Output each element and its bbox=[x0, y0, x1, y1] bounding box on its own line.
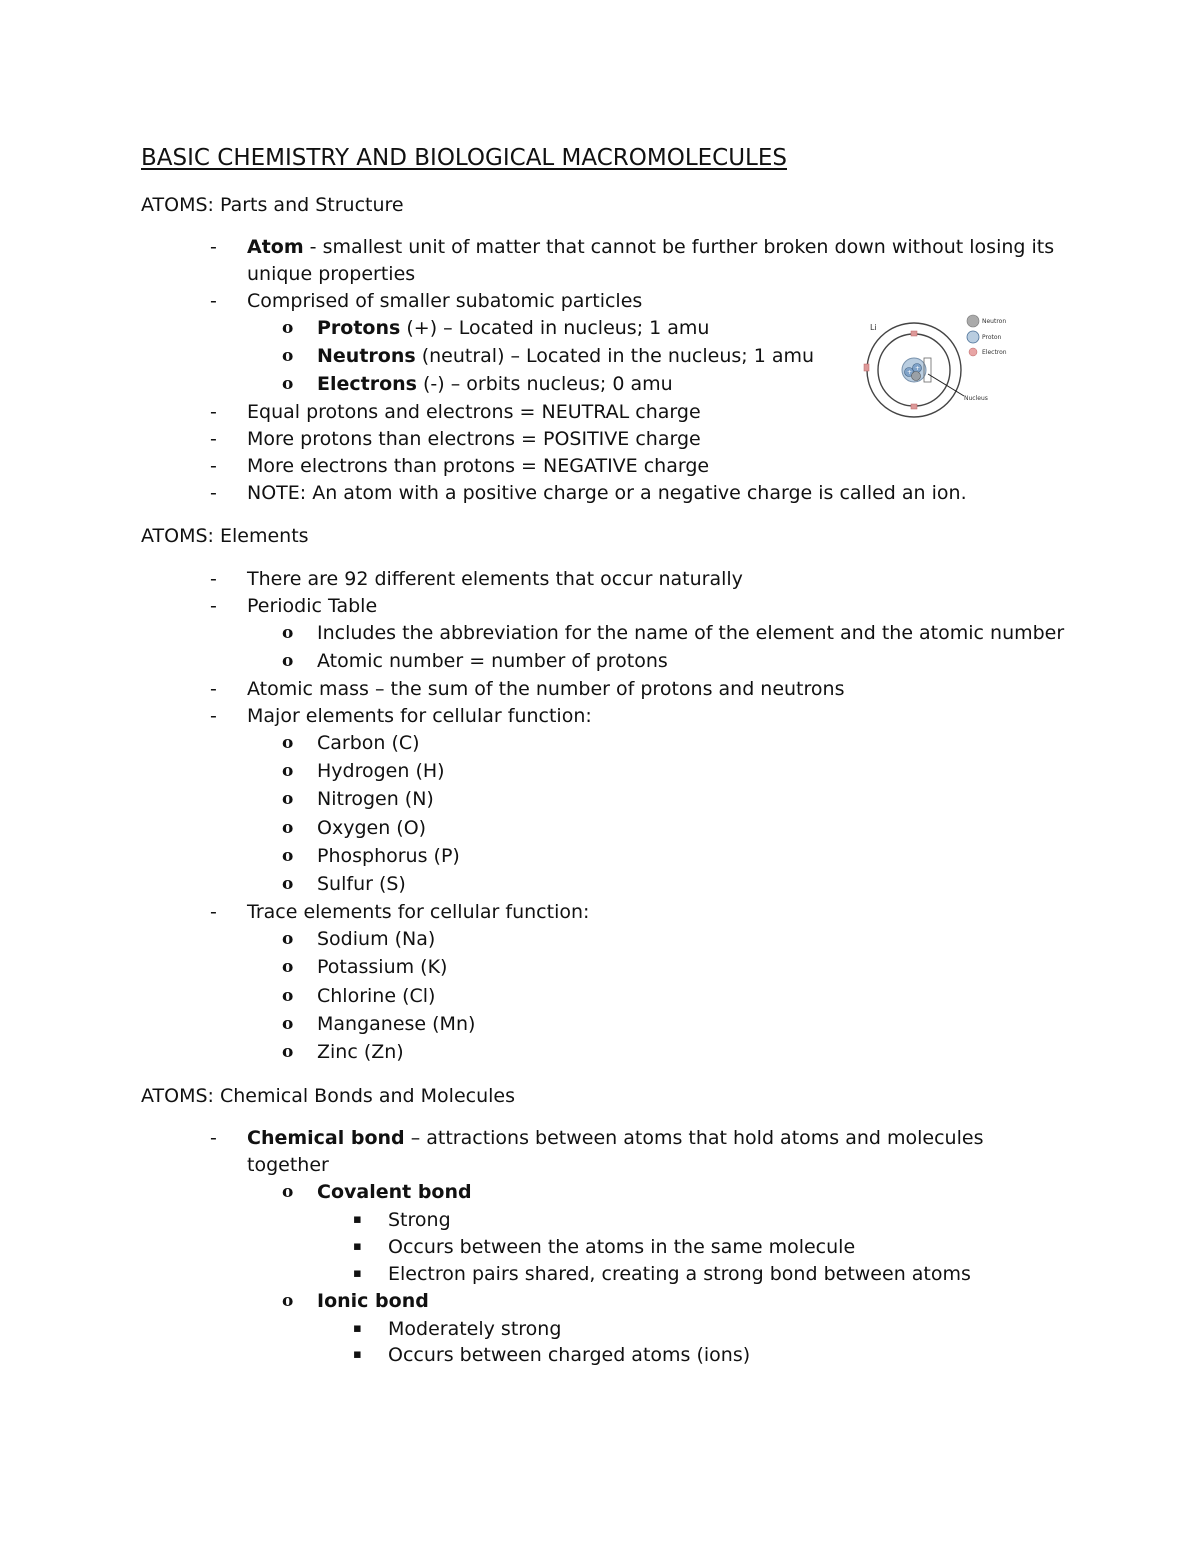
term-neutrons: Neutrons bbox=[317, 345, 416, 367]
circle-bullet: o bbox=[282, 1291, 294, 1311]
list-item-element: Phosphorus (P) bbox=[317, 845, 460, 867]
dash-bullet: - bbox=[210, 1127, 217, 1149]
dash-bullet: - bbox=[210, 568, 217, 590]
legend-neutron-icon bbox=[967, 315, 979, 327]
list-item-negative: More electrons than protons = NEGATIVE charge bbox=[247, 455, 710, 477]
dash-bullet: - bbox=[210, 678, 217, 700]
list-item-ionic-detail: Moderately strong bbox=[388, 1318, 562, 1340]
dash-bullet: - bbox=[210, 482, 217, 504]
plus-glyph: + bbox=[907, 369, 913, 376]
page-title: BASIC CHEMISTRY AND BIOLOGICAL MACROMOLECULES bbox=[141, 145, 787, 171]
dash-bullet: - bbox=[210, 705, 217, 727]
figure-nucleus-label: Nucleus bbox=[964, 395, 988, 402]
circle-bullet: o bbox=[282, 929, 294, 949]
list-item-electrons bbox=[317, 373, 673, 395]
list-item-element: Zinc (Zn) bbox=[317, 1041, 404, 1063]
neutron-particle bbox=[912, 372, 921, 381]
circle-bullet: o bbox=[282, 1182, 294, 1202]
electrons-definition: (-) – orbits nucleus; 0 amu bbox=[416, 373, 673, 395]
electron-particle bbox=[864, 364, 869, 371]
list-item-ionic-detail: Occurs between charged atoms (ions) bbox=[388, 1344, 751, 1366]
chemical-bond-definition-cont: together bbox=[247, 1154, 329, 1176]
dash-bullet: - bbox=[210, 290, 217, 312]
circle-bullet: o bbox=[282, 733, 294, 753]
term-covalent-bond: Covalent bond bbox=[317, 1181, 472, 1203]
circle-bullet: o bbox=[282, 818, 294, 838]
list-item-element: Sodium (Na) bbox=[317, 928, 436, 950]
chemical-bond-definition: – attractions between atoms that hold atoms and molecules bbox=[404, 1127, 984, 1149]
legend-electron-label: Electron bbox=[982, 349, 1007, 356]
term-atom: Atom bbox=[247, 236, 304, 258]
list-item-neutral: Equal protons and electrons = NEUTRAL charge bbox=[247, 401, 701, 423]
list-item-element: Sulfur (S) bbox=[317, 873, 406, 895]
legend-neutron-label: Neutron bbox=[982, 318, 1007, 325]
term-chemical-bond: Chemical bond bbox=[247, 1127, 405, 1149]
circle-bullet: o bbox=[282, 374, 294, 394]
circle-bullet: o bbox=[282, 986, 294, 1006]
legend-proton-label: Proton bbox=[982, 334, 1002, 341]
circle-bullet: o bbox=[282, 1042, 294, 1062]
list-item-element: Potassium (K) bbox=[317, 956, 448, 978]
circle-bullet: o bbox=[282, 874, 294, 894]
list-item-major: Major elements for cellular function: bbox=[247, 705, 592, 727]
list-item-periodic: Periodic Table bbox=[247, 595, 378, 617]
legend-electron-icon bbox=[969, 348, 977, 356]
dash-bullet: - bbox=[210, 901, 217, 923]
square-bullet: ▪ bbox=[353, 1321, 362, 1336]
circle-bullet: o bbox=[282, 651, 294, 671]
list-item-positive: More protons than electrons = POSITIVE charge bbox=[247, 428, 701, 450]
square-bullet: ▪ bbox=[353, 1212, 362, 1227]
list-item-covalent-detail: Electron pairs shared, creating a strong bond between atoms bbox=[388, 1263, 971, 1285]
section-heading-parts-structure: ATOMS: Parts and Structure bbox=[141, 194, 404, 216]
dash-bullet: - bbox=[210, 595, 217, 617]
list-item-element: Oxygen (O) bbox=[317, 817, 427, 839]
atom-definition-cont: unique properties bbox=[247, 263, 416, 285]
term-ionic-bond: Ionic bond bbox=[317, 1290, 429, 1312]
square-bullet: ▪ bbox=[353, 1239, 362, 1254]
dash-bullet: - bbox=[210, 455, 217, 477]
list-item-element: Carbon (C) bbox=[317, 732, 420, 754]
list-item-protons bbox=[317, 317, 709, 339]
electron-particle bbox=[911, 404, 917, 409]
list-item-atomic-mass: Atomic mass – the sum of the number of protons and neutrons bbox=[247, 678, 845, 700]
list-item-natural: There are 92 different elements that occur naturally bbox=[247, 568, 743, 590]
section-heading-bonds: ATOMS: Chemical Bonds and Molecules bbox=[141, 1085, 515, 1107]
figure-element-label: Li bbox=[870, 323, 877, 332]
list-item-element: Manganese (Mn) bbox=[317, 1013, 476, 1035]
list-item-comprised: Comprised of smaller subatomic particles bbox=[247, 290, 643, 312]
list-item-chemical-bond bbox=[247, 1127, 983, 1149]
square-bullet: ▪ bbox=[353, 1266, 362, 1281]
list-item-covalent bbox=[317, 1181, 472, 1203]
list-item-covalent-detail: Occurs between the atoms in the same molecule bbox=[388, 1236, 856, 1258]
list-item-trace: Trace elements for cellular function: bbox=[247, 901, 590, 923]
square-bullet: ▪ bbox=[353, 1347, 362, 1362]
lithium-atom-diagram bbox=[858, 310, 1018, 422]
list-item-neutrons bbox=[317, 345, 814, 367]
list-item-element: Hydrogen (H) bbox=[317, 760, 445, 782]
list-item-atomic-number: Atomic number = number of protons bbox=[317, 650, 668, 672]
dash-bullet: - bbox=[210, 236, 217, 258]
atom-definition: - smallest unit of matter that cannot be further broken down without losing its bbox=[303, 236, 1055, 258]
neutrons-definition: (neutral) – Located in the nucleus; 1 amu bbox=[415, 345, 815, 367]
circle-bullet: o bbox=[282, 761, 294, 781]
list-item-element: Chlorine (Cl) bbox=[317, 985, 436, 1007]
circle-bullet: o bbox=[282, 789, 294, 809]
section-heading-elements: ATOMS: Elements bbox=[141, 525, 309, 547]
plus-glyph: + bbox=[915, 365, 921, 372]
term-electrons: Electrons bbox=[317, 373, 417, 395]
protons-definition: (+) – Located in nucleus; 1 amu bbox=[400, 317, 710, 339]
list-item-element: Nitrogen (N) bbox=[317, 788, 434, 810]
circle-bullet: o bbox=[282, 318, 294, 338]
list-item-atom bbox=[247, 236, 1054, 258]
list-item-note: NOTE: An atom with a positive charge or a negative charge is called an ion. bbox=[247, 482, 967, 504]
circle-bullet: o bbox=[282, 623, 294, 643]
circle-bullet: o bbox=[282, 957, 294, 977]
list-item-ionic bbox=[317, 1290, 429, 1312]
term-protons: Protons bbox=[317, 317, 401, 339]
dash-bullet: - bbox=[210, 401, 217, 423]
circle-bullet: o bbox=[282, 846, 294, 866]
list-item-covalent-detail: Strong bbox=[388, 1209, 451, 1231]
dash-bullet: - bbox=[210, 428, 217, 450]
legend-proton-icon bbox=[967, 331, 979, 343]
list-item-includes: Includes the abbreviation for the name of the element and the atomic number bbox=[317, 622, 1065, 644]
circle-bullet: o bbox=[282, 346, 294, 366]
electron-particle bbox=[911, 331, 917, 336]
circle-bullet: o bbox=[282, 1014, 294, 1034]
